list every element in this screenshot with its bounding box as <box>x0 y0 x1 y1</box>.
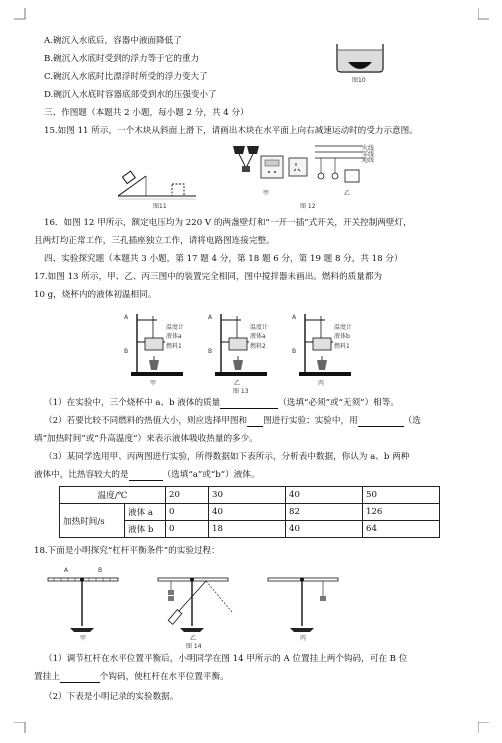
question-17-part-3-suffix: （选填“a”或“b”）液体。 <box>162 470 260 480</box>
figure-14-yi-label: 乙 <box>190 635 197 642</box>
question-17-line-2: 10 g，烧杯内的液体初温相同。 <box>34 290 157 300</box>
row-label-liquid-b: 液体 b <box>125 521 166 538</box>
question-17-part-1 <box>44 398 399 409</box>
figure-14-label-a: A <box>64 567 69 574</box>
question-17-part-2 <box>44 416 421 427</box>
question-18-part-1-line-1: （1）调节杠杆在水平位置平衡后，小明同学在图 14 甲所示的 A 位置挂上两个钩码，可在 B 位 <box>44 654 408 664</box>
answer-blank-17-3[interactable] <box>129 471 163 481</box>
question-17-part-2-line-2: 填“加热时间”或“升高温度”）来表示液体吸收热量的多少。 <box>34 434 258 444</box>
figure-13-bing-liquid: 液体b <box>334 333 350 340</box>
question-18-part-2: （2）下表是小明记录的实验数据。 <box>44 692 179 702</box>
figure-13-bing-label-a: A <box>292 314 297 321</box>
table-cell: 40 <box>286 487 363 504</box>
figure-10-container <box>334 40 386 80</box>
table-cell: 0 <box>166 521 209 538</box>
figure-13-jia-label-a: A <box>124 314 129 321</box>
question-18-part-1-prefix: 置挂上 <box>34 672 60 682</box>
question-17-part-1-prefix: （1）在实验中，三个烧杯中 a、b 液体的质量 <box>44 398 221 408</box>
figure-13-jia-label: 甲 <box>150 380 157 387</box>
figure-12-jia-label: 甲 <box>263 190 270 197</box>
figure-11-incline <box>116 160 198 202</box>
table-cell: 82 <box>286 504 363 521</box>
question-17-part-3-prefix: 液体中，比热容较大的是 <box>34 470 129 480</box>
question-18-part-1-suffix: 个钩码，使杠杆在水平位置平衡。 <box>99 672 229 682</box>
figure-11-caption: 图11 <box>153 203 167 210</box>
figure-13-yi-fuel: 燃料2 <box>250 343 266 350</box>
figure-13-jia-fuel: 燃料1 <box>166 343 182 350</box>
question-17-part-1-suffix: （选填“必须”或“无须”）相等。 <box>278 398 399 408</box>
figure-14-label-b: B <box>98 567 103 574</box>
table-cell: 30 <box>209 487 286 504</box>
figure-14-levers <box>44 566 344 636</box>
table-cell: 18 <box>209 521 286 538</box>
answer-blank-18-1[interactable] <box>60 673 100 683</box>
figure-14-jia-label: 甲 <box>80 635 87 642</box>
table-cell: 126 <box>363 504 440 521</box>
question-17-part-3-line-1: （3）某同学选用甲、丙两图进行实验，所得数据如下表所示，分析表中数据，你认为 a、b 两种 <box>44 452 410 462</box>
option-a: A.碗沉入水底后，容器中液面降低了 <box>44 36 182 46</box>
figure-14-bing-label: 丙 <box>300 635 307 642</box>
figure-12-neutral-wire-label: 零线 <box>362 151 375 158</box>
crop-mark-top-left <box>14 8 26 20</box>
question-17-part-2-prefix: （2）若要比较不同燃料的热值大小，则应选择甲图和 <box>44 416 248 426</box>
figure-13-yi-label: 乙 <box>234 380 241 387</box>
question-15: 15.如图 11 所示，一个木块从斜面上滑下，请画出木块在水平面上向右减速运动时的受力示意图。 <box>44 126 418 136</box>
figure-12-ground-wire-label: 地线 <box>362 157 375 164</box>
crop-mark-top-right <box>478 8 490 20</box>
figure-13-caption: 图 13 <box>233 388 249 395</box>
table-cell: 40 <box>286 521 363 538</box>
question-17-part-3-line-2 <box>34 470 260 481</box>
question-17-line-1: 17.如图 13 所示，甲、乙、丙三图中的装置完全相同，图中搅拌器未画出。燃料的质量都为 <box>34 272 383 282</box>
figure-13-yi-label-b: B <box>208 348 213 355</box>
option-d: D.碗沉入水底时容器底部受到水的压强变小了 <box>44 90 217 100</box>
table-cell: 20 <box>166 487 209 504</box>
figure-13-yi-label-a: A <box>208 314 213 321</box>
figure-13-bing-label: 丙 <box>318 380 325 387</box>
figure-13-jia-label-b: B <box>124 348 129 355</box>
figure-14-caption: 图 14 <box>186 643 202 650</box>
table-cell: 64 <box>363 521 440 538</box>
figure-13-yi-thermometer: 温度计 <box>250 324 269 331</box>
table-row <box>60 504 440 521</box>
option-b: B.碗沉入水底时受到的浮力等于它的重力 <box>44 54 200 64</box>
figure-13-jia-thermometer: 温度计 <box>166 324 185 331</box>
answer-blank-17-2a[interactable] <box>247 417 263 427</box>
row-label-liquid-a: 液体 a <box>125 504 166 521</box>
option-c: C.碗沉入水底时比漂浮时所受的浮力变大了 <box>44 72 208 82</box>
heating-data-table <box>59 486 440 538</box>
figure-13-bing-fuel: 燃料1 <box>334 343 350 350</box>
question-17-part-2-suffix: （选 <box>403 416 421 426</box>
temperature-header: 温度/℃ <box>60 487 166 504</box>
answer-blank-17-2b[interactable] <box>358 417 404 427</box>
question-18-part-1-line-2 <box>34 672 229 683</box>
crop-mark-bottom-right <box>478 722 490 734</box>
crop-mark-bottom-left <box>14 722 26 734</box>
figure-12-yi-label: 乙 <box>344 190 351 197</box>
table-cell: 40 <box>209 504 286 521</box>
question-16-line-2: 且两灯均正常工作，三孔插座独立工作，请将电路图连接完整。 <box>34 236 275 246</box>
figure-13-bing-label-b: B <box>292 348 297 355</box>
answer-blank-17-1[interactable] <box>220 399 278 409</box>
figure-13-jia-liquid: 液体a <box>166 333 182 340</box>
figure-12-live-wire-label: 火线 <box>362 145 375 152</box>
section-4-title: 四、实验探究题（本题共 3 小题，第 17 题 4 分，第 18 题 6 分，第 19 题 8 分，共 18 分） <box>44 254 403 264</box>
heating-time-header: 加热时间/s <box>60 504 125 538</box>
table-row <box>60 487 440 504</box>
table-cell: 50 <box>363 487 440 504</box>
section-3-title: 三、作图题（本题共 2 小题，每小题 2 分，共 4 分） <box>44 108 249 118</box>
figure-13-bing-thermometer: 温度计 <box>334 324 353 331</box>
figure-12-circuit <box>225 140 385 200</box>
question-17-part-2-middle: 图进行实验；实验中，用 <box>263 416 358 426</box>
table-cell: 0 <box>166 504 209 521</box>
figure-10-caption: 图10 <box>352 77 366 84</box>
figure-13-yi-liquid: 液体a <box>250 333 266 340</box>
question-18-title: 18.下面是小明探究“杠杆平衡条件”的实验过程： <box>34 546 220 556</box>
question-16-line-1: 16．如图 12 甲所示，额定电压均为 220 V 的两盏壁灯和“一开一插”式开关，开关控制两壁灯， <box>44 218 412 228</box>
figure-12-caption: 图 12 <box>300 203 316 210</box>
